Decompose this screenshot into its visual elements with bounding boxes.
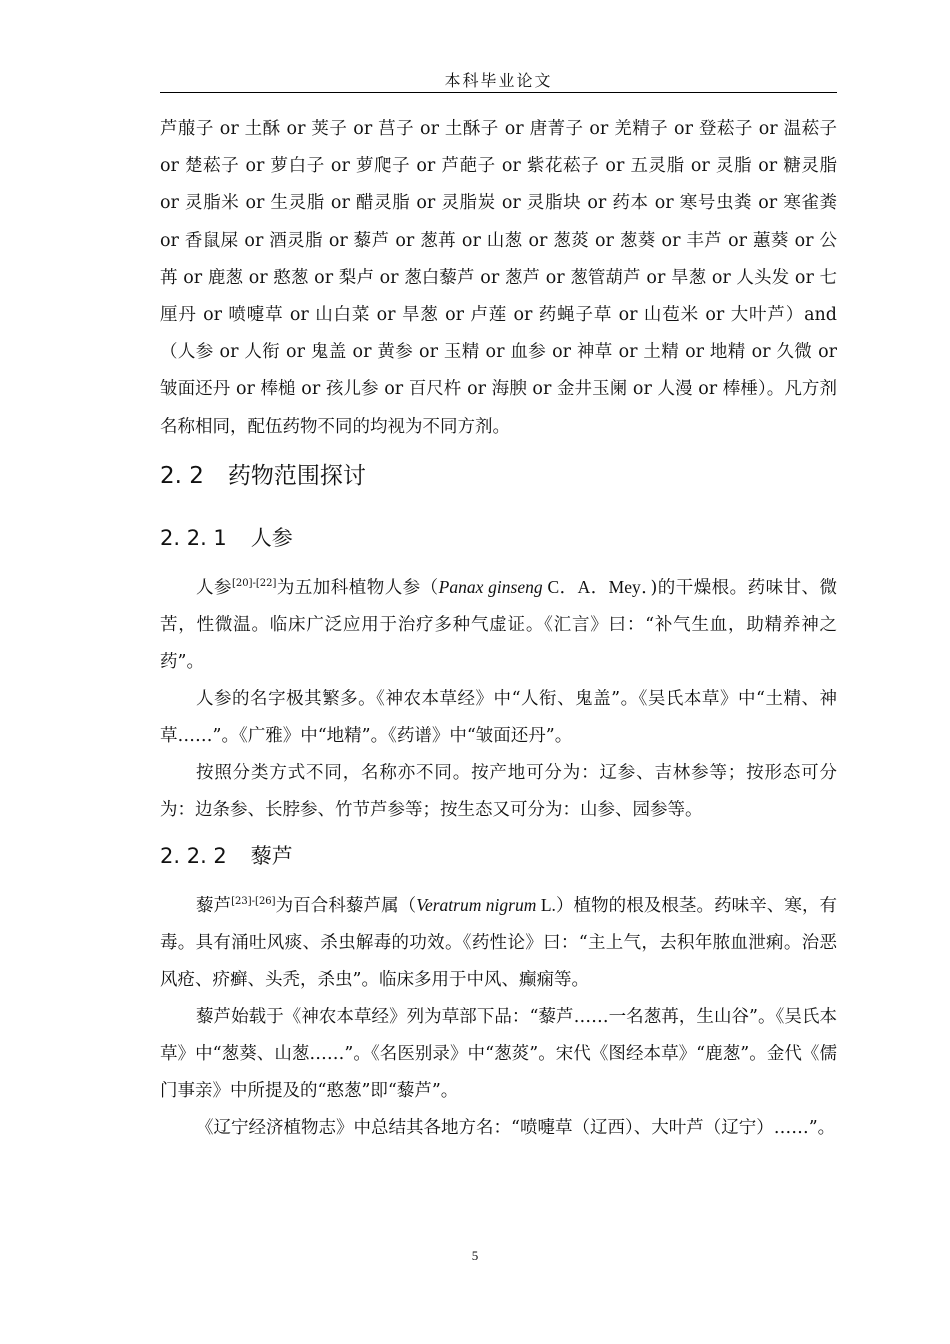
ginseng-paragraph-3: 按照分类方式不同，名称亦不同。按产地可分为：辽参、吉林参等；按形态可分为：边条参、长脖参、竹节芦参等；按生态又可分为：山参、园参等。 <box>160 762 837 820</box>
veratrum-paragraph-1 <box>160 887 837 999</box>
ginseng-paragraph-2: 人参的名字极其繁多。《神农本草经》中“人衔、鬼盖”。《吴氏本草》中“土精、神草……”。《广雅》中“地精”。《药谱》中“皱面还丹”。 <box>160 688 837 746</box>
section-number: 2. 2 <box>160 462 204 489</box>
subsection-title: 藜芦 <box>250 843 293 868</box>
ginseng-paragraph-1 <box>160 569 837 681</box>
section-title: 药物范围探讨 <box>227 462 366 489</box>
subsection-title: 人参 <box>250 525 293 550</box>
text-run: 为五加科植物人参（ <box>276 577 439 598</box>
latin-species-name: Panax ginseng <box>438 576 543 597</box>
running-header: 本科毕业论文 <box>444 71 553 90</box>
continuation-paragraph: 芦菔子 or 土酥 or 荚子 or 莒子 or 土酥子 or 唐菁子 or 羌精子 or 登菘子 or 温菘子 or 楚菘子 or 萝白子 or 萝爬子 or 芦葩子 or 紫花菘子 or 五灵脂 or 灵脂 or 糖灵脂 or 灵脂米 or 生灵脂 or 醋灵脂 or 灵脂炭 or 灵脂块 or 药本 or 寒号虫粪 or 寒雀粪 or 香鼠屎 or 酒灵脂 or 藜芦 or 葱苒 or 山葱 or 葱菼 or 葱葵 or 丰芦 or 蕙葵 or 公苒 or 鹿葱 or 憨葱 or 梨卢 or 葱白藜芦 or 葱芦 or 葱管葫芦 or 旱葱 or 人头发 or 七厘丹 or 喷嚏草 or 山白菜 or 旱葱 or 卢莲 or 药蝇子草 or 山苞米 or 大叶芦）and（人参 or 人衔 or 鬼盖 or 黄参 or 玉精 or 血参 or 神草 or 土精 or 地精 or 久微 or 皱面还丹 or 棒槌 or 孩儿参 or 百尺杵 or 海腴 or 金井玉阑 or 人漫 or 棒棰）。凡方剂名称相同，配伍药物不同的均视为不同方剂。 <box>160 119 837 437</box>
latin-author: C．A．Mey． <box>542 576 651 597</box>
veratrum-paragraph-3: 《辽宁经济植物志》中总结其各地方名：“喷嚏草（辽西）、大叶芦（辽宁）……”。 <box>196 1117 836 1138</box>
veratrum-paragraph-2: 藜芦始载于《神农本草经》列为草部下品：“藜芦……一名葱苒，生山谷”。《吴氏本草》中“葱葵、山葱……”。《名医别录》中“葱菼”。宋代《图经本草》“鹿葱”。金代《儒门事亲》中所提及的“憨葱”即“藜芦”。 <box>160 1006 837 1101</box>
header-rule <box>160 92 837 93</box>
section-heading-2-2 <box>160 461 837 491</box>
term: 人参 <box>196 577 232 598</box>
subsection-heading-2-2-2 <box>160 841 837 871</box>
latin-species-name: Veratrum nigrum <box>416 894 537 915</box>
citation: [20]-[22] <box>231 577 277 589</box>
text-run: ）植物的根及根茎。药味辛、寒，有毒。具有涌吐风痰、杀虫解毒的功效。《药性论》曰：“主上气，去积年脓血泄痢。治恶风疮、疥癣、头秃，杀虫”。临床多用于中风、癫痫等。 <box>160 895 838 990</box>
latin-author: L. <box>536 894 556 915</box>
subsection-number: 2. 2. 1 <box>160 525 227 550</box>
subsection-heading-2-2-1 <box>160 523 837 553</box>
page-number: 5 <box>471 1248 479 1263</box>
text-run: )的干燥根。药味甘、微苦，性微温。临床广泛应用于治疗多种气虚证。《汇言》曰：“补气生血，助精养神之药”。 <box>160 577 838 672</box>
page-body <box>160 111 837 1147</box>
subsection-number: 2. 2. 2 <box>160 843 227 868</box>
text-run: 为百合科藜芦属（ <box>275 895 417 916</box>
term: 藜芦 <box>196 895 232 916</box>
citation: [23]-[26] <box>231 895 276 907</box>
